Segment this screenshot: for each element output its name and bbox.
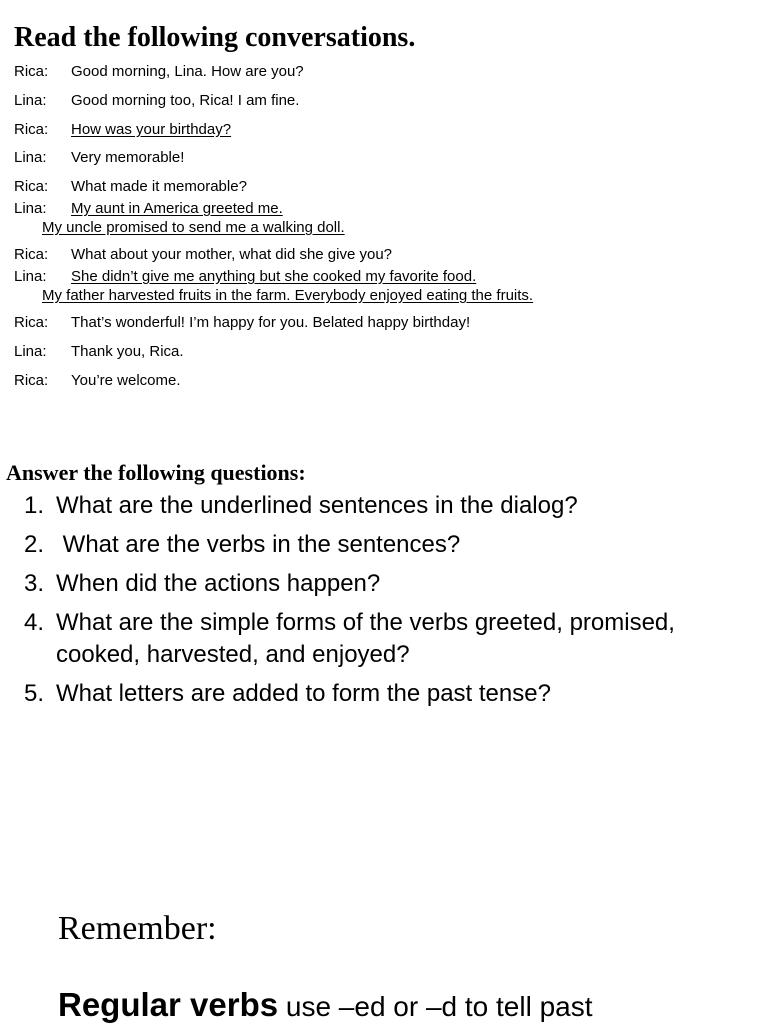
question-item	[24, 490, 764, 522]
rule-text: use –ed or –d to tell past	[278, 991, 593, 1022]
questions-heading: Answer the following questions:	[6, 460, 306, 485]
speaker-label: Lina:	[14, 92, 47, 109]
underlined-continuation: My uncle promised to send me a walking doll.	[42, 219, 345, 236]
speaker-label: Lina:	[14, 268, 47, 285]
speaker-label: Rica:	[14, 314, 49, 331]
underlined-utterance: My aunt in America greeted me.	[71, 200, 283, 217]
underlined-utterance: She didn’t give me anything but she cooked my favorite food.	[71, 268, 477, 285]
speaker-label: Lina:	[14, 200, 47, 217]
underlined-continuation: My father harvested fruits in the farm. Everybody enjoyed eating the fruits.	[42, 287, 534, 304]
question-text: What are the simple forms of the verbs greeted, promised, cooked, harvested, and enjoyed?	[56, 609, 675, 668]
question-number: 1.	[24, 492, 45, 519]
question-item	[24, 678, 764, 710]
question-number: 3.	[24, 570, 45, 597]
question-text: What are the underlined sentences in the dialog?	[56, 492, 578, 519]
question-item	[24, 607, 764, 671]
rule-keyword: Regular verbs	[58, 986, 279, 1023]
speaker-label: Rica:	[14, 178, 49, 195]
remember-label: Remember:	[58, 910, 217, 947]
utterance: You’re welcome.	[71, 372, 181, 389]
question-text: When did the actions happen?	[56, 570, 381, 597]
utterance: Good morning too, Rica! I am fine.	[71, 92, 300, 109]
question-number: 5.	[24, 680, 45, 707]
speaker-label: Lina:	[14, 343, 47, 360]
utterance: Thank you, Rica.	[71, 343, 184, 360]
speaker-label: Lina:	[14, 149, 47, 166]
question-text: What letters are added to form the past tense?	[56, 680, 551, 707]
speaker-label: Rica:	[14, 372, 49, 389]
utterance: Good morning, Lina. How are you?	[71, 63, 304, 80]
utterance: What about your mother, what did she give you?	[71, 246, 393, 263]
regular-verbs-rule	[58, 986, 593, 1024]
question-text: What are the verbs in the sentences?	[56, 531, 461, 558]
speaker-label: Rica:	[14, 63, 49, 80]
question-number: 4.	[24, 609, 45, 636]
speaker-label: Rica:	[14, 246, 49, 263]
question-item	[24, 529, 764, 561]
page-title: Read the following conversations.	[14, 22, 416, 53]
utterance: That’s wonderful! I’m happy for you. Belated happy birthday!	[71, 314, 471, 331]
speaker-label: Rica:	[14, 121, 49, 138]
utterance: What made it memorable?	[71, 178, 247, 195]
question-item	[24, 568, 764, 600]
utterance: Very memorable!	[71, 149, 185, 166]
question-number: 2.	[24, 531, 45, 558]
question-list	[24, 490, 764, 717]
underlined-utterance: How was your birthday?	[71, 121, 232, 138]
